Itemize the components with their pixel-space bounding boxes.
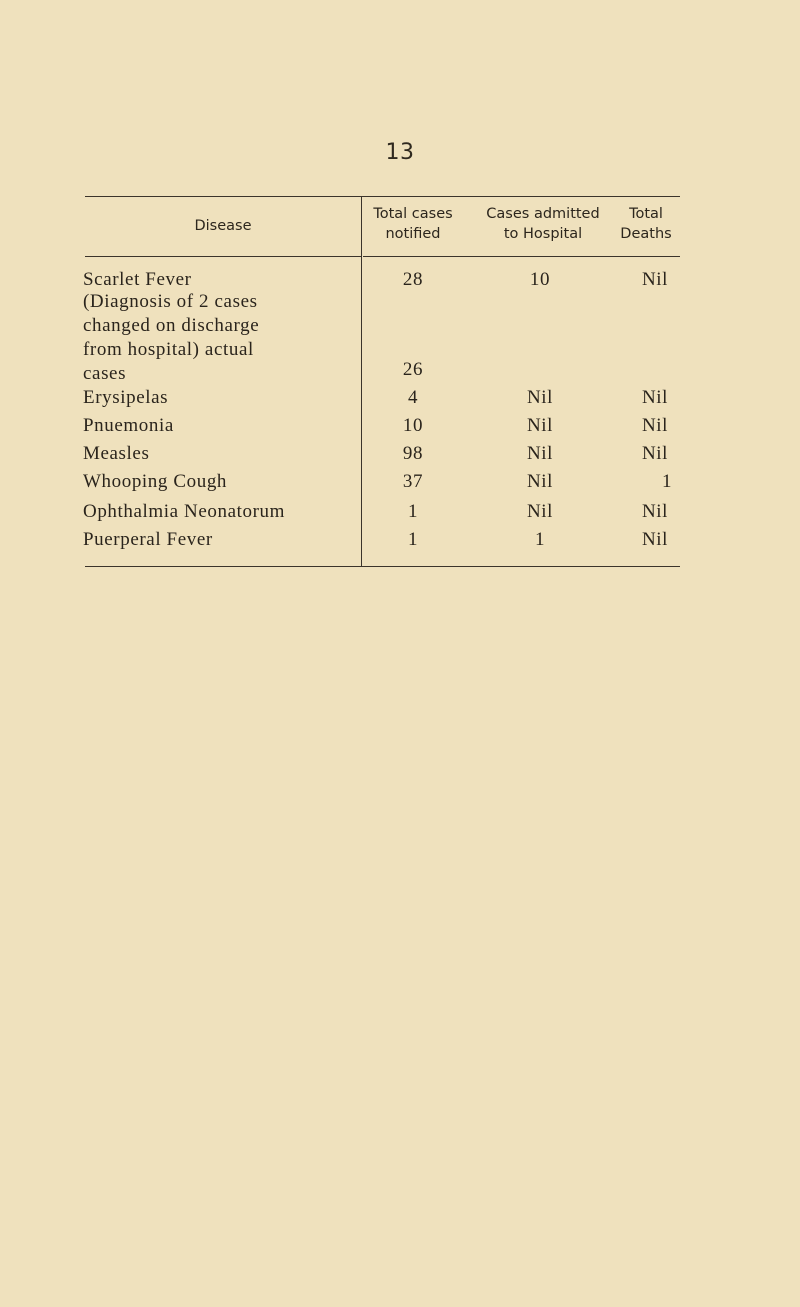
column-divider (361, 196, 362, 566)
cell-deaths: 1 (661, 471, 673, 492)
cell-admitted: Nil (526, 387, 554, 408)
cell-notified: 1 (407, 501, 419, 522)
cell-notified: 10 (402, 415, 424, 436)
row-label: Puerperal Fever (83, 529, 213, 550)
page-number: 13 (385, 140, 415, 165)
cell-notified: 98 (402, 443, 424, 464)
cell-deaths: Nil (641, 529, 669, 550)
row-label: Ophthalmia Neonatorum (83, 501, 286, 522)
header-rule-left (85, 256, 361, 257)
row-label: Pnuemonia (83, 415, 174, 436)
cell-admitted: Nil (526, 443, 554, 464)
header-total-deaths: Total Deaths (620, 206, 672, 242)
cell-notified: 28 (402, 269, 424, 290)
header-cases-admitted: Cases admitted to Hospital (486, 206, 600, 242)
header-rule-right (363, 256, 680, 257)
cell-admitted: Nil (526, 415, 554, 436)
cell-admitted: 1 (534, 529, 546, 550)
cell-deaths: Nil (641, 269, 669, 290)
cell-deaths: Nil (641, 415, 669, 436)
row-label: Whooping Cough (83, 471, 228, 492)
header-total-cases-notified: Total cases notified (373, 206, 453, 242)
disease-table (85, 196, 680, 568)
table-bottom-rule (85, 566, 680, 567)
cell-notified: 1 (407, 529, 419, 550)
cell-admitted: Nil (526, 471, 554, 492)
cell-notified: 4 (407, 387, 419, 408)
row-label: Measles (83, 443, 150, 464)
cell-admitted: 10 (529, 269, 551, 290)
cell-deaths: Nil (641, 387, 669, 408)
cell-notified: 26 (402, 359, 424, 380)
cell-admitted: Nil (526, 501, 554, 522)
table-top-rule (85, 196, 680, 197)
cell-deaths: Nil (641, 501, 669, 522)
cell-notified: 37 (402, 471, 424, 492)
row-label: Erysipelas (83, 387, 169, 408)
row-label-note: (Diagnosis of 2 cases changed on discharge from hospital) actual cases (83, 291, 260, 384)
cell-deaths: Nil (641, 443, 669, 464)
header-disease: Disease (194, 218, 252, 234)
row-label: Scarlet Fever (83, 269, 192, 290)
